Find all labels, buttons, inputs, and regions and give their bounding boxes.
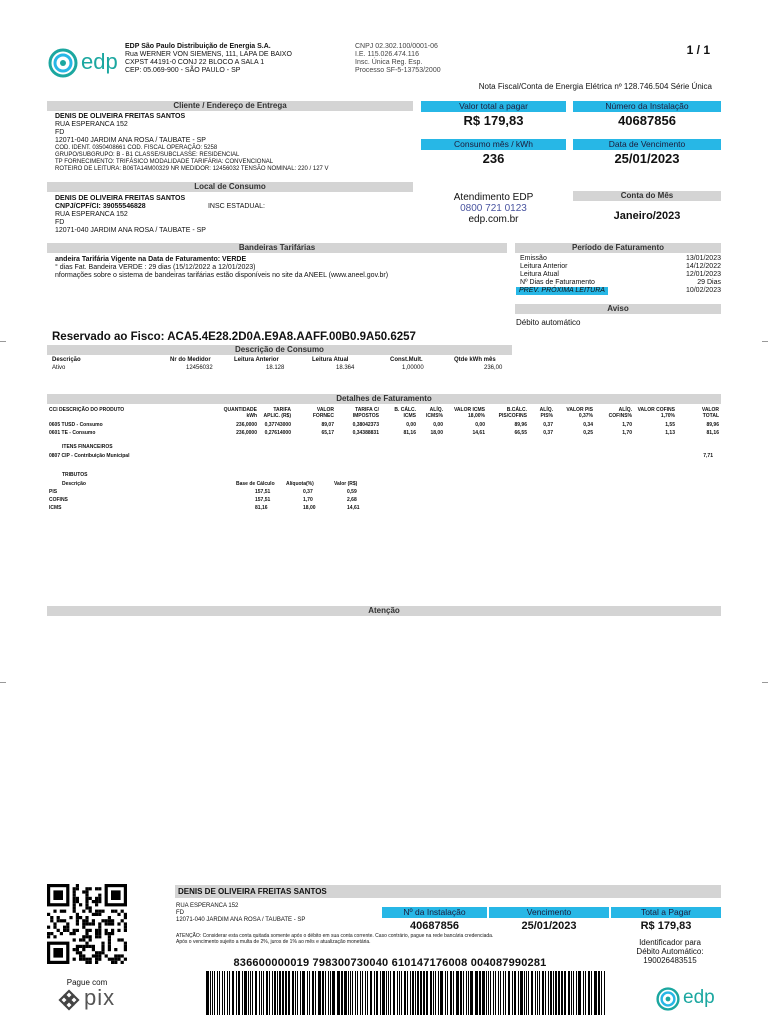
barcode-icon (206, 971, 608, 1015)
boleto-name-bar (175, 885, 721, 898)
boleto-atencao-2: Após o vencimento sujeito a multa de 2%, juros de 1% ao mês e atualização monetária. (176, 939, 371, 945)
qr-code-icon (47, 884, 127, 964)
tributo-valor: 0,59 (347, 489, 357, 495)
bandeira-info: nformações sobre o sistema de bandeiras tarifárias estão disponíveis no site da ANEEL (www.aneel.gov.br) (55, 272, 389, 279)
tributos-col: Base de Cálculo (236, 481, 275, 487)
bandeira-dias: ° dias Fat. Bandeira VERDE : 29 dias (15/12/2022 a 12/01/2023) (55, 264, 256, 271)
company-insc: Insc. Única Reg. Esp. (355, 59, 423, 66)
boleto-vencimento-label: Vencimento (489, 907, 609, 918)
cell: 1,55 (665, 422, 675, 428)
tributo-base: 81,16 (255, 505, 268, 511)
instalacao-label: Número da Instalação (573, 101, 721, 112)
cell: 0,00 (475, 422, 485, 428)
company-address1: Rua WERNER VON SIEMENS, 111, LAPA DE BAIXO (125, 51, 292, 58)
periodo-label: Emissão (520, 255, 547, 262)
boleto-fd: FD (176, 910, 184, 916)
tributos-columns (49, 481, 369, 487)
cell-const-mult: 1,00000 (402, 365, 424, 371)
col-tarifa-impostos: TARIFA C/ IMPOSTOS (352, 407, 379, 419)
cell: 66,55 (514, 430, 527, 436)
tributos-col: Alíquota(%) (286, 481, 314, 487)
cell-produto: 0605 TUSD - Consumo (49, 422, 103, 428)
item-value: 7,71 (703, 453, 713, 459)
col-tarifa: TARIFA APLIC. (R$) (263, 407, 291, 419)
edp-swirl-icon (656, 987, 680, 1011)
bandeira-vigente: andeira Tarifária Vigente na Data de Faturamento: VERDE (55, 256, 247, 263)
conta-mes-value: Janeiro/2023 (613, 210, 681, 222)
cell: 236,0000 (236, 422, 257, 428)
edp-swirl-icon (48, 48, 78, 78)
cell: 0,34388831 (352, 430, 379, 436)
barcode-number: 836600000019 798300730040 610147176008 004087990281 (233, 957, 547, 969)
faturamento-header: Detalhes de Faturamento (47, 394, 721, 404)
edge-tick (0, 341, 6, 342)
edp-logo-text: edp (81, 49, 118, 74)
periodo-label: Leitura Atual (520, 271, 559, 278)
cell: 89,07 (321, 422, 334, 428)
cell: 0,25 (583, 430, 593, 436)
col-leitura-anterior: Leitura Anterior (234, 357, 279, 363)
ident-label-1: Identificador para (639, 938, 701, 947)
edp-logo-text: edp (683, 987, 715, 1008)
atendimento-site[interactable]: edp.com.br (468, 214, 519, 225)
periodo-row (520, 279, 721, 287)
consumo-desc-row (52, 365, 512, 373)
cell: 0,38042373 (352, 422, 379, 428)
periodo-value: 10/02/2023 (685, 287, 721, 294)
bandeiras-header: Bandeiras Tarifárias (47, 243, 507, 253)
aviso-text: Débito automático (516, 318, 581, 327)
prev-leitura-label: PREV. PRÓXIMA LEITURA (516, 287, 608, 295)
client-header: Cliente / Endereço de Entrega (47, 101, 413, 111)
itens-row (49, 453, 721, 460)
col-medidor: Nr do Medidor (170, 357, 211, 363)
cell: 81,16 (706, 430, 719, 436)
tributos-row (49, 505, 369, 511)
cell: 1,13 (665, 430, 675, 436)
atencao-header: Atenção (47, 606, 721, 616)
tributos-row (49, 497, 369, 503)
local-fd: FD (55, 219, 65, 226)
col-valor-fornec: VALOR FORNEC (312, 407, 334, 419)
cell: 0,27614000 (264, 430, 291, 436)
company-processo: Processo SF-5-13753/2000 (355, 67, 441, 74)
consumo-label: Consumo mês / kWh (421, 139, 566, 150)
col-valor-total: VALOR TOTAL (701, 407, 719, 419)
page-number: 1 / 1 (686, 43, 710, 57)
company-cnpj: CNPJ 02.302.100/0001-06 (355, 43, 438, 50)
client-block (55, 113, 415, 173)
col-quantidade: QUANTIDADE kWh (223, 407, 257, 419)
client-city: 12071-040 JARDIM ANA ROSA / TAUBATE - SP (55, 137, 206, 144)
tributo-aliquota: 18,00 (303, 505, 316, 511)
tributo-aliquota: 1,70 (303, 497, 313, 503)
periodo-value: 12/01/2023 (685, 271, 721, 278)
faturamento-row (47, 422, 721, 429)
boleto-address (176, 903, 376, 924)
nota-fiscal: Nota Fiscal/Conta de Energia Elétrica nº 128.746.504 Série Única (478, 82, 712, 91)
edge-tick (762, 341, 768, 342)
periodo-value: 13/01/2023 (685, 255, 721, 262)
edp-logo (48, 48, 120, 78)
cell: 81,16 (403, 430, 416, 436)
cell: 89,96 (514, 422, 527, 428)
cell-descricao: Ativo (52, 365, 66, 371)
col-qtde-kwh: Qtde kWh mês (454, 357, 496, 363)
col-bcalc-pis: B.CÁLC. PIS/COFINS (498, 407, 527, 419)
local-name: DENIS DE OLIVEIRA FREITAS SANTOS (55, 195, 186, 202)
edge-tick (0, 682, 6, 683)
periodo-row (520, 255, 721, 263)
col-aliq-icms: ALÍQ. ICMS% (426, 407, 443, 419)
local-street: RUA ESPERANCA 152 (55, 211, 128, 218)
consumo-value: 236 (482, 151, 505, 166)
cell: 0,37743000 (264, 422, 291, 428)
client-cod-ident: COD. IDENT. 0350408661 COD. FISCAL OPERAÇÃO: 5258 (55, 145, 218, 151)
conta-mes-header: Conta do Mês (573, 191, 721, 201)
col-const-mult: Const.Mult. (390, 357, 423, 363)
cell-leitura-anterior: 18.128 (266, 365, 285, 371)
client-tp-forn: TP FORNECIMENTO: TRIFÁSICO MODALIDADE TARIFÁRIA: CONVENCIONAL (55, 159, 274, 165)
itens-financeiros-header: ITENS FINANCEIROS (62, 444, 113, 450)
client-street: RUA ESPERANCA 152 (55, 121, 128, 128)
ident-value: 190026483515 (643, 956, 697, 965)
client-fd: FD (55, 129, 65, 136)
ident-label-2: Débito Automático: (636, 947, 704, 956)
periodo-list (520, 255, 721, 295)
cell: 0,00 (406, 422, 416, 428)
tributos-row (49, 489, 369, 495)
tributo-nome: COFINS (49, 497, 68, 503)
col-valor-cofins: VALOR COFINS 1,70% (637, 407, 675, 419)
tributo-base: 157,51 (255, 489, 271, 495)
tributo-aliquota: 0,37 (303, 489, 313, 495)
company-address2: CXPST 44191-0 CONJ 22 BLOCO A SALA 1 (125, 59, 265, 66)
cell: 1,70 (622, 422, 632, 428)
company-name: EDP São Paulo Distribuição de Energia S.A. (125, 43, 271, 50)
tributo-nome: ICMS (49, 505, 62, 511)
cell: 0,00 (433, 422, 443, 428)
tributo-valor: 14,61 (347, 505, 360, 511)
cell-leitura-atual: 18.364 (336, 365, 355, 371)
tributos-col: Descrição (62, 481, 86, 487)
boleto-total-label: Total a Pagar (611, 907, 721, 918)
col-bcalc-icms: B. CÁLC. ICMS (394, 407, 416, 419)
pix-logo-text: pix (84, 985, 116, 1010)
boleto-instalacao: 40687856 (410, 920, 459, 932)
cell: 14,61 (472, 430, 485, 436)
cell: 0,34 (583, 422, 593, 428)
aviso-header: Aviso (515, 304, 721, 314)
pix-qr-code[interactable] (47, 884, 127, 964)
periodo-label: Nº Dias de Faturamento (520, 279, 595, 286)
periodo-header: Período de Faturamento (515, 243, 721, 253)
consumo-desc-columns (52, 357, 512, 365)
reservado-fisco: Reservado ao Fisco: ACA5.4E28.2D0A.E9A8.AAFF.00B0.9A50.6257 (52, 331, 416, 343)
cell-qtde-kwh: 236,00 (484, 365, 503, 371)
periodo-label: Leitura Anterior (520, 263, 568, 270)
boleto-atencao-1: ATENÇÃO: Considerar esta conta quitada somente após o débito em sua conta corrente. Caso contrário, pague na rede bancária credenciada. (176, 933, 494, 939)
boleto-instalacao-label: Nº da Instalação (382, 907, 487, 918)
cell: 65,17 (321, 430, 334, 436)
company-ie: I.E. 115.026.474.116 (355, 51, 419, 58)
col-produto: CCI DESCRIÇÃO DO PRODUTO (49, 407, 125, 413)
instalacao-number: 40687856 (618, 113, 676, 128)
col-aliq-pis: ALÍQ. PIS% (539, 407, 553, 419)
boleto-total: R$ 179,83 (640, 920, 692, 932)
local-city: 12071-040 JARDIM ANA ROSA / TAUBATE - SP (55, 227, 206, 234)
periodo-value: 14/12/2022 (685, 263, 721, 270)
faturamento-row (47, 430, 721, 437)
cell: 0,37 (543, 422, 553, 428)
periodo-value: 29 Dias (697, 279, 721, 286)
cell-medidor: 12456032 (186, 365, 213, 371)
tributo-nome: PIS (49, 489, 58, 495)
periodo-row (520, 263, 721, 271)
faturamento-columns (47, 407, 721, 419)
boleto-vencimento: 25/01/2023 (521, 920, 577, 932)
col-aliq-cofins: ALÍQ. COFINS% (608, 407, 632, 419)
boleto-atencao (176, 933, 616, 945)
boleto-identificador (620, 938, 720, 965)
cell: 18,00 (430, 430, 443, 436)
col-descricao: Descrição (52, 357, 81, 363)
company-registration (355, 43, 495, 75)
tributo-base: 157,51 (255, 497, 271, 503)
boleto-street: RUA ESPERANCA 152 (176, 903, 239, 909)
barcode[interactable] (206, 971, 608, 1015)
pix-diamond-icon (58, 989, 80, 1011)
cell: 89,96 (706, 422, 719, 428)
cell-produto: 0601 TE - Consumo (49, 430, 96, 436)
cell: 1,70 (622, 430, 632, 436)
local-header: Local de Consumo (47, 182, 413, 192)
atendimento-block (421, 192, 566, 225)
boleto-city: 12071-040 JARDIM ANA ROSA / TAUBATE - SP (176, 917, 306, 923)
cell: 236,0000 (236, 430, 257, 436)
consumo-desc-header: Descrição de Consumo (47, 345, 512, 355)
tributos-header: TRIBUTOS (62, 472, 88, 478)
col-valor-icms: VALOR ICMS 18,00% (453, 407, 485, 419)
company-address3: CEP: 05.069-900 - SÃO PAULO - SP (125, 67, 241, 74)
tributo-valor: 2,68 (347, 497, 357, 503)
pix-logo (58, 985, 128, 1012)
valor-label: Valor total a pagar (421, 101, 566, 112)
vencimento-label: Data de Vencimento (573, 139, 721, 150)
vencimento-date: 25/01/2023 (614, 151, 680, 166)
periodo-row (520, 287, 721, 295)
bandeiras-block (55, 256, 510, 280)
item-desc: 0807 CIP - Contribuição Municipal (49, 453, 130, 459)
boleto-name: DENIS DE OLIVEIRA FREITAS SANTOS (178, 887, 327, 896)
atendimento-label: Atendimento EDP (453, 192, 534, 203)
col-leitura-atual: Leitura Atual (312, 357, 349, 363)
col-valor-pis: VALOR PIS 0,37% (566, 407, 593, 419)
client-name: DENIS DE OLIVEIRA FREITAS SANTOS (55, 113, 186, 120)
local-block (55, 195, 415, 235)
local-insc: INSC ESTADUAL: (207, 203, 265, 210)
valor-total: R$ 179,83 (463, 113, 524, 128)
cell: 0,37 (543, 430, 553, 436)
company-info (125, 43, 345, 75)
local-cnpj: CNPJ/CPF/CI: 39055546828 (55, 203, 146, 210)
edge-tick (762, 682, 768, 683)
periodo-row (520, 271, 721, 279)
atendimento-phone[interactable]: 0800 721 0123 (460, 203, 527, 214)
pix-label: Pague com (66, 978, 108, 987)
client-grupo: GRUPO/SUBGRUPO: B - B1 CLASSE/SUBCLASSE: RESIDENCIAL (55, 152, 240, 158)
tributos-col: Valor (R$) (334, 481, 358, 487)
client-roteiro: ROTEIRO DE LEITURA: B06TA14M00329 NR MEDIDOR: 12456032 TENSÃO NOMINAL: 220 / 127 V (55, 166, 329, 172)
edp-logo-bottom (656, 986, 722, 1012)
